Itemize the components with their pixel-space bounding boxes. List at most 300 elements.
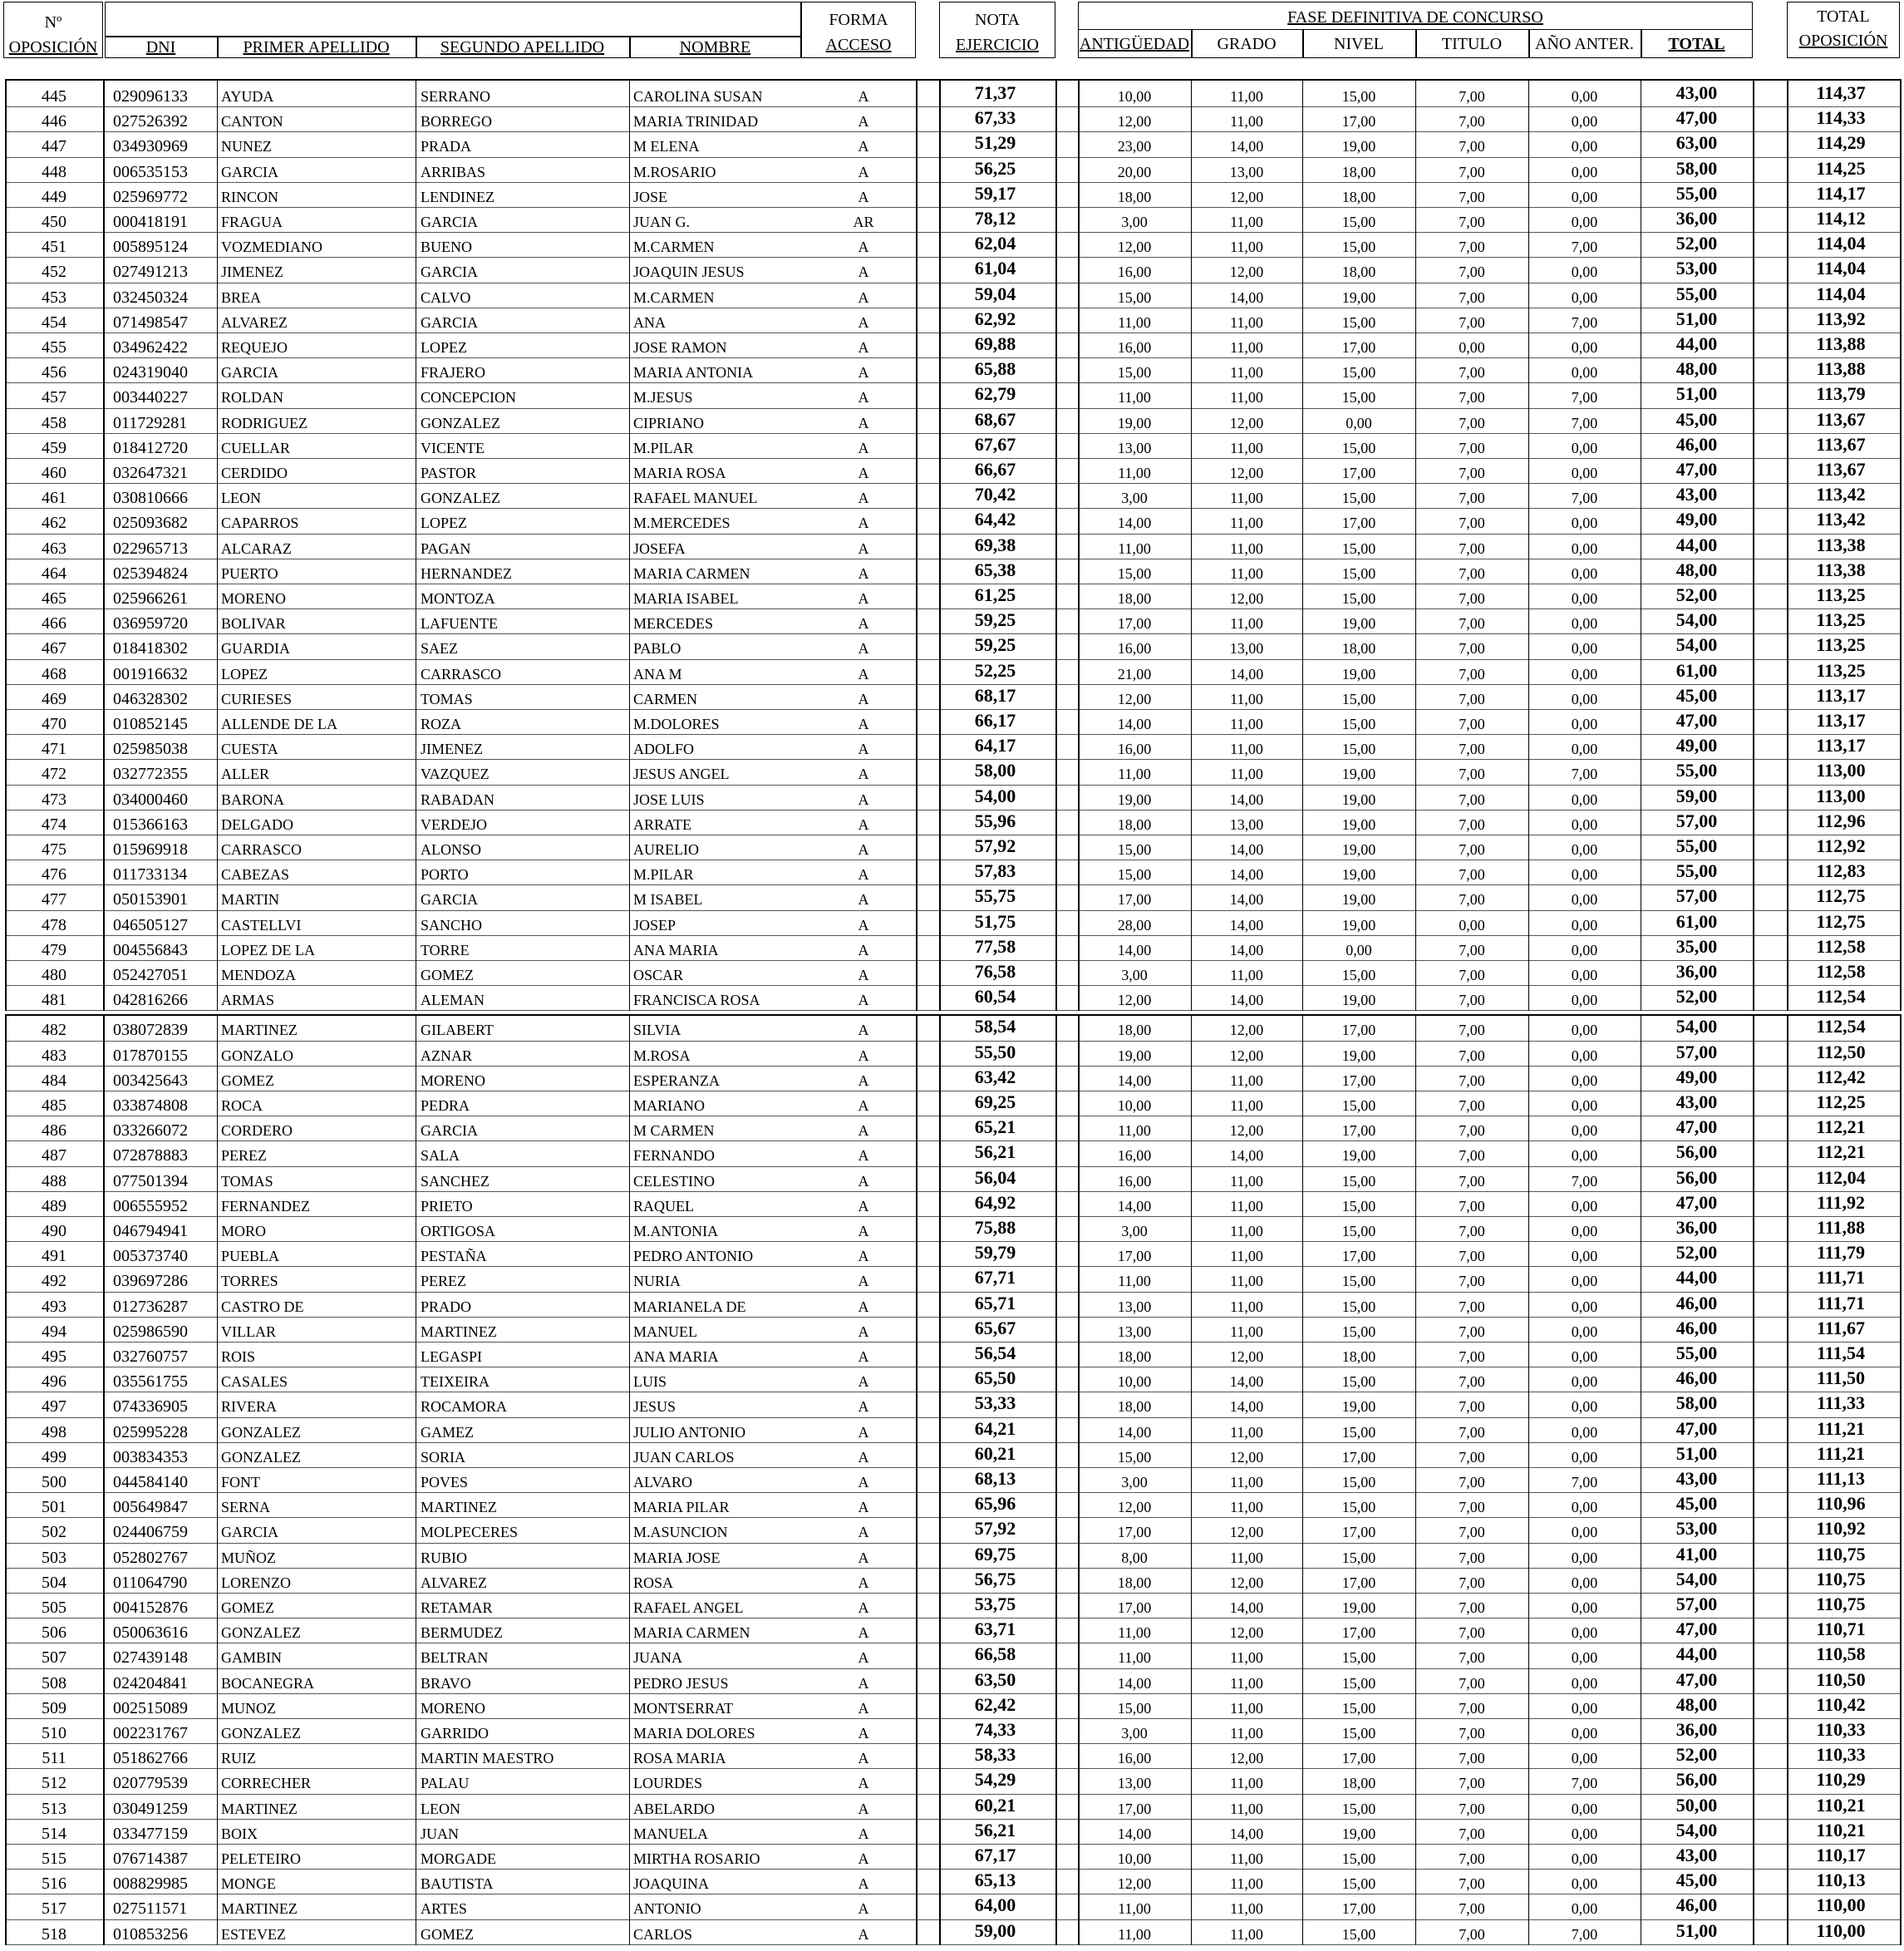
cell-num: 499 (42, 1447, 66, 1466)
table-row (0, 860, 1904, 885)
column-divider (629, 1014, 630, 1944)
cell-nota-ejercicio: 61,25 (974, 584, 1016, 605)
table-row (0, 1343, 1904, 1367)
cell-antiguedad: 15,00 (1117, 866, 1152, 884)
cell-forma-acceso: A (858, 1750, 869, 1767)
cell-nombre: M.JESUS (633, 389, 693, 406)
cell-primer-apellido: CANTON (221, 113, 283, 131)
cell-total-fase: 52,00 (1675, 1744, 1718, 1766)
cell-segundo-apellido: CONCEPCION (421, 389, 517, 406)
cell-antiguedad: 19,00 (1117, 414, 1152, 431)
cell-antiguedad: 13,00 (1117, 439, 1152, 456)
cell-segundo-apellido: LAFUENTE (421, 615, 498, 633)
cell-grado: 11,00 (1230, 1875, 1263, 1893)
cell-nivel: 15,00 (1341, 1423, 1376, 1441)
cell-nivel: 15,00 (1341, 490, 1376, 507)
cell-nombre: ADOLFO (633, 741, 695, 758)
cell-total-oposicion: 112,54 (1816, 1016, 1866, 1037)
table-row (0, 107, 1904, 132)
cell-nota-ejercicio: 58,54 (974, 1016, 1016, 1037)
cell-forma-acceso: A (858, 916, 869, 934)
cell-total-oposicion: 113,25 (1816, 584, 1866, 605)
cell-grado: 14,00 (1229, 841, 1264, 858)
cell-nivel: 15,00 (1341, 1549, 1376, 1566)
cell-antiguedad: 13,00 (1117, 1323, 1152, 1340)
cell-segundo-apellido: AZNAR (421, 1047, 472, 1064)
cell-num: 467 (42, 639, 66, 658)
cell-nota-ejercicio: 57,83 (974, 860, 1016, 882)
column-divider (939, 79, 941, 1011)
cell-primer-apellido: GONZALEZ (221, 1624, 301, 1642)
table-row (0, 258, 1904, 283)
table-row (0, 1618, 1904, 1643)
header-total-fase: TOTAL (1668, 35, 1725, 53)
cell-nota-ejercicio: 58,00 (974, 760, 1016, 781)
cell-grado: 14,00 (1229, 866, 1264, 884)
cell-grado: 11,00 (1230, 1273, 1263, 1290)
cell-total-oposicion: 112,75 (1816, 910, 1866, 932)
cell-titulo: 7,00 (1459, 364, 1485, 382)
cell-nombre: M.ASUNCION (633, 1524, 728, 1541)
cell-num: 482 (42, 1021, 66, 1040)
cell-forma-acceso: A (858, 1925, 869, 1943)
cell-primer-apellido: NUNEZ (221, 138, 272, 155)
cell-segundo-apellido: MORENO (421, 1699, 486, 1717)
cell-nombre: ANTONIO (633, 1900, 701, 1918)
cell-forma-acceso: A (858, 766, 869, 783)
cell-anio-anter: 0,00 (1571, 1624, 1598, 1642)
cell-total-fase: 43,00 (1675, 1091, 1718, 1112)
table-row (0, 986, 1904, 1011)
cell-dni: 025995228 (113, 1422, 188, 1441)
header-dni: DNI (145, 38, 176, 57)
cell-titulo: 7,00 (1459, 389, 1485, 406)
cell-nivel: 15,00 (1341, 88, 1376, 105)
table-row (0, 1518, 1904, 1543)
cell-anio-anter: 0,00 (1571, 1197, 1598, 1214)
cell-anio-anter: 0,00 (1571, 1323, 1598, 1340)
cell-dni: 025093682 (113, 514, 188, 533)
cell-forma-acceso: A (858, 1900, 869, 1918)
cell-titulo: 7,00 (1459, 1122, 1485, 1140)
table-row (0, 1795, 1904, 1820)
cell-total-oposicion: 114,25 (1816, 157, 1866, 179)
cell-nivel: 17,00 (1341, 465, 1376, 481)
column-divider (1900, 1014, 1902, 1944)
cell-grado: 11,00 (1230, 339, 1263, 356)
cell-nota-ejercicio: 60,21 (974, 1794, 1016, 1816)
cell-grado: 14,00 (1229, 916, 1264, 934)
cell-nota-ejercicio: 75,88 (974, 1217, 1016, 1238)
cell-total-fase: 53,00 (1675, 1518, 1718, 1540)
cell-total-oposicion: 114,04 (1816, 258, 1866, 279)
cell-nota-ejercicio: 53,33 (974, 1392, 1016, 1414)
cell-anio-anter: 0,00 (1571, 364, 1598, 382)
cell-anio-anter: 0,00 (1571, 1248, 1598, 1265)
cell-nivel: 19,00 (1341, 891, 1376, 909)
cell-antiguedad: 18,00 (1117, 1398, 1152, 1416)
cell-grado: 11,00 (1230, 1499, 1263, 1516)
cell-segundo-apellido: TORRE (421, 941, 470, 958)
cell-primer-apellido: CUESTA (221, 741, 278, 758)
cell-primer-apellido: MORO (221, 1223, 267, 1239)
cell-total-fase: 55,00 (1675, 182, 1718, 204)
column-divider (916, 1014, 918, 1944)
cell-forma-acceso: A (858, 891, 869, 909)
cell-nombre: ALVARO (633, 1474, 693, 1490)
cell-num: 504 (42, 1573, 66, 1592)
cell-titulo: 7,00 (1459, 313, 1485, 331)
cell-total-oposicion: 112,75 (1816, 885, 1866, 907)
cell-nivel: 15,00 (1341, 564, 1376, 582)
column-divider (5, 79, 7, 1011)
cell-total-oposicion: 113,92 (1816, 308, 1866, 329)
cell-num: 486 (42, 1121, 66, 1141)
cell-total-fase: 51,00 (1675, 1442, 1718, 1464)
cell-anio-anter: 0,00 (1571, 214, 1598, 230)
cell-nota-ejercicio: 67,33 (974, 107, 1016, 129)
cell-anio-anter: 0,00 (1571, 1750, 1598, 1767)
cell-nota-ejercicio: 65,96 (974, 1493, 1016, 1515)
cell-titulo: 7,00 (1459, 1900, 1485, 1918)
cell-dni: 039697286 (113, 1272, 188, 1291)
cell-anio-anter: 0,00 (1571, 163, 1598, 180)
cell-forma-acceso: A (858, 1574, 869, 1591)
cell-primer-apellido: MARTINEZ (221, 1022, 298, 1039)
cell-primer-apellido: GONZALEZ (221, 1448, 301, 1466)
cell-titulo: 7,00 (1459, 88, 1485, 105)
cell-primer-apellido: GOMEZ (221, 1072, 274, 1089)
cell-forma-acceso: A (858, 1223, 869, 1239)
cell-forma-acceso: A (858, 1398, 869, 1416)
cell-nombre: ESPERANZA (633, 1072, 721, 1089)
cell-total-oposicion: 113,00 (1816, 760, 1866, 781)
cell-grado: 11,00 (1230, 214, 1263, 230)
cell-total-oposicion: 110,21 (1816, 1819, 1866, 1840)
cell-total-fase: 46,00 (1675, 1292, 1718, 1313)
cell-grado: 11,00 (1230, 439, 1263, 456)
cell-total-fase: 47,00 (1675, 459, 1718, 480)
cell-segundo-apellido: ALEMAN (421, 992, 485, 1009)
cell-grado: 12,00 (1229, 414, 1264, 431)
cell-nota-ejercicio: 63,50 (974, 1668, 1016, 1690)
table-row (0, 409, 1904, 434)
cell-grado: 11,00 (1230, 1900, 1263, 1918)
cell-nivel: 19,00 (1341, 288, 1376, 306)
table-row (0, 1042, 1904, 1067)
cell-nombre: ANA (633, 313, 666, 331)
cell-nota-ejercicio: 64,42 (974, 509, 1016, 530)
cell-nombre: M.PILAR (633, 866, 694, 884)
cell-titulo: 7,00 (1459, 1524, 1485, 1541)
cell-primer-apellido: VILLAR (221, 1323, 276, 1340)
cell-total-fase: 48,00 (1675, 358, 1718, 380)
cell-forma-acceso: A (858, 1248, 869, 1265)
cell-nota-ejercicio: 64,17 (974, 735, 1016, 756)
cell-dni: 027491213 (113, 263, 188, 282)
cell-total-fase: 56,00 (1675, 1769, 1718, 1791)
cell-segundo-apellido: ROZA (421, 716, 461, 732)
cell-titulo: 7,00 (1459, 891, 1485, 909)
cell-total-fase: 46,00 (1675, 1894, 1718, 1916)
cell-total-oposicion: 110,71 (1816, 1618, 1866, 1640)
cell-total-oposicion: 112,92 (1816, 835, 1866, 856)
cell-nota-ejercicio: 70,42 (974, 484, 1016, 505)
cell-titulo: 7,00 (1459, 288, 1485, 306)
cell-antiguedad: 18,00 (1117, 590, 1152, 607)
cell-segundo-apellido: LOPEZ (421, 339, 467, 356)
cell-segundo-apellido: PRADA (421, 138, 472, 155)
cell-segundo-apellido: GARCIA (421, 214, 479, 230)
cell-anio-anter: 0,00 (1571, 564, 1598, 582)
cell-dni: 006535153 (113, 162, 188, 181)
cell-total-fase: 54,00 (1675, 1016, 1718, 1037)
header-nivel: NIVEL (1334, 35, 1384, 53)
cell-total-fase: 63,00 (1675, 132, 1718, 154)
header-forma-bottom: ACCESO (825, 36, 892, 54)
cell-antiguedad: 18,00 (1117, 815, 1152, 833)
cell-primer-apellido: MARTINEZ (221, 1800, 298, 1817)
cell-grado: 12,00 (1229, 465, 1264, 481)
cell-grado: 11,00 (1230, 1725, 1263, 1742)
cell-primer-apellido: GAMBIN (221, 1649, 283, 1667)
cell-total-oposicion: 112,54 (1816, 986, 1866, 1008)
cell-total-fase: 46,00 (1675, 1317, 1718, 1338)
cell-dni: 071498547 (113, 313, 188, 332)
cell-nombre: MERCEDES (633, 615, 714, 633)
cell-dni: 004152876 (113, 1599, 188, 1617)
cell-forma-acceso: A (858, 841, 869, 858)
cell-nombre: MARIA ANTONIA (633, 364, 754, 382)
cell-anio-anter: 0,00 (1571, 339, 1598, 356)
cell-titulo: 7,00 (1459, 690, 1485, 707)
cell-segundo-apellido: GARCIA (421, 264, 479, 281)
cell-anio-anter: 7,00 (1571, 766, 1598, 783)
cell-total-fase: 35,00 (1675, 935, 1718, 957)
cell-primer-apellido: GOMEZ (221, 1599, 274, 1616)
cell-nombre: JUAN CARLOS (633, 1448, 735, 1466)
cell-nota-ejercicio: 67,17 (974, 1845, 1016, 1865)
cell-nivel: 0,00 (1346, 414, 1372, 431)
cell-total-oposicion: 112,04 (1816, 1166, 1866, 1188)
cell-anio-anter: 0,00 (1571, 891, 1598, 909)
cell-titulo: 0,00 (1459, 339, 1485, 356)
cell-antiguedad: 12,00 (1117, 690, 1152, 707)
cell-antiguedad: 12,00 (1117, 1499, 1152, 1516)
table-row (0, 936, 1904, 961)
header-forma-top: FORMA (829, 11, 888, 29)
cell-dni: 018412720 (113, 438, 188, 457)
table-row (0, 1217, 1904, 1242)
cell-dni: 077501394 (113, 1171, 188, 1190)
cell-nota-ejercicio: 62,42 (974, 1693, 1016, 1715)
cell-forma-acceso: A (858, 1725, 869, 1742)
cell-nota-ejercicio: 77,58 (974, 935, 1016, 957)
cell-num: 505 (42, 1599, 66, 1617)
cell-forma-acceso: A (858, 640, 869, 658)
cell-dni: 025966261 (113, 589, 188, 608)
cell-antiguedad: 11,00 (1118, 1122, 1151, 1140)
cell-antiguedad: 15,00 (1117, 564, 1152, 582)
table-row (0, 1392, 1904, 1417)
cell-grado: 14,00 (1229, 891, 1264, 909)
cell-titulo: 7,00 (1459, 564, 1485, 582)
cell-titulo: 7,00 (1459, 1248, 1485, 1265)
cell-forma-acceso: A (858, 1825, 869, 1842)
cell-titulo: 7,00 (1459, 138, 1485, 155)
cell-nota-ejercicio: 62,79 (974, 383, 1016, 405)
cell-nota-ejercicio: 51,29 (974, 132, 1016, 154)
cell-num: 449 (42, 187, 66, 206)
cell-dni: 025394824 (113, 564, 188, 583)
cell-nivel: 17,00 (1341, 1448, 1376, 1466)
table-row (0, 308, 1904, 333)
cell-titulo: 7,00 (1459, 188, 1485, 205)
cell-anio-anter: 0,00 (1571, 1097, 1598, 1114)
column-divider (1302, 79, 1303, 1011)
cell-nombre: MARIA ROSA (633, 465, 726, 481)
table-row (0, 1367, 1904, 1392)
cell-anio-anter: 0,00 (1571, 1524, 1598, 1541)
table-row (0, 1569, 1904, 1594)
cell-total-oposicion: 110,29 (1816, 1769, 1866, 1791)
table-row (0, 132, 1904, 157)
cell-grado: 11,00 (1230, 1850, 1263, 1867)
cell-primer-apellido: CUELLAR (221, 439, 290, 456)
cell-nombre: MARIA CARMEN (633, 564, 750, 582)
header-primer-apellido: PRIMER APELLIDO (243, 38, 390, 57)
cell-anio-anter: 7,00 (1571, 313, 1598, 331)
cell-titulo: 7,00 (1459, 1599, 1485, 1616)
cell-nombre: CARMEN (633, 690, 698, 707)
cell-nota-ejercicio: 65,88 (974, 358, 1016, 380)
cell-forma-acceso: A (858, 239, 869, 256)
cell-forma-acceso: A (858, 1147, 869, 1165)
cell-antiguedad: 17,00 (1117, 1248, 1152, 1265)
cell-total-oposicion: 110,75 (1816, 1568, 1866, 1589)
cell-dni: 010852145 (113, 715, 188, 733)
cell-total-oposicion: 113,42 (1816, 509, 1866, 530)
cell-total-oposicion: 113,25 (1816, 634, 1866, 656)
cell-nota-ejercicio: 60,21 (974, 1442, 1016, 1464)
cell-forma-acceso: A (858, 1197, 869, 1214)
cell-primer-apellido: CASTELLVI (221, 916, 302, 934)
cell-primer-apellido: MUNOZ (221, 1699, 276, 1717)
cell-antiguedad: 20,00 (1117, 163, 1152, 180)
cell-num: 484 (42, 1071, 66, 1090)
cell-total-oposicion: 113,25 (1816, 609, 1866, 631)
table-row (0, 1820, 1904, 1845)
cell-primer-apellido: GARCIA (221, 364, 279, 382)
cell-segundo-apellido: VERDEJO (421, 815, 487, 833)
cell-anio-anter: 0,00 (1571, 1047, 1598, 1064)
cell-primer-apellido: RINCON (221, 188, 279, 205)
cell-titulo: 7,00 (1459, 113, 1485, 131)
cell-segundo-apellido: SALA (421, 1147, 460, 1165)
cell-total-fase: 47,00 (1675, 1618, 1718, 1640)
cell-nivel: 15,00 (1341, 1649, 1376, 1667)
cell-antiguedad: 19,00 (1117, 1047, 1152, 1064)
cell-total-oposicion: 112,21 (1816, 1116, 1866, 1138)
cell-grado: 14,00 (1229, 138, 1264, 155)
cell-primer-apellido: ROLDAN (221, 389, 283, 406)
cell-titulo: 7,00 (1459, 239, 1485, 256)
cell-primer-apellido: LORENZO (221, 1574, 291, 1591)
cell-segundo-apellido: PEREZ (421, 1273, 467, 1290)
cell-titulo: 7,00 (1459, 1850, 1485, 1867)
cell-segundo-apellido: GARCIA (421, 313, 479, 331)
column-divider (629, 79, 630, 1011)
cell-titulo: 7,00 (1459, 1775, 1485, 1792)
cell-nota-ejercicio: 52,25 (974, 659, 1016, 681)
cell-total-fase: 55,00 (1675, 1343, 1718, 1363)
cell-grado: 13,00 (1229, 640, 1264, 658)
cell-nota-ejercicio: 54,00 (974, 785, 1016, 806)
cell-nombre: RAQUEL (633, 1197, 694, 1214)
cell-nivel: 19,00 (1341, 615, 1376, 633)
cell-total-fase: 45,00 (1675, 1493, 1718, 1515)
cell-segundo-apellido: TOMAS (421, 690, 473, 707)
cell-primer-apellido: RUIZ (221, 1750, 256, 1767)
table-row (0, 786, 1904, 810)
cell-num: 509 (42, 1698, 66, 1717)
cell-dni: 010853256 (113, 1924, 188, 1944)
header-titulo: TITULO (1441, 35, 1503, 53)
cell-nivel: 15,00 (1341, 1674, 1376, 1692)
cell-total-fase: 56,00 (1675, 1141, 1718, 1163)
cell-segundo-apellido: ARRIBAS (421, 163, 486, 180)
cell-dni: 035561755 (113, 1372, 188, 1392)
cell-forma-acceso: A (858, 1273, 869, 1290)
cell-dni: 036959720 (113, 614, 188, 633)
cell-anio-anter: 0,00 (1571, 1147, 1598, 1165)
cell-total-oposicion: 112,21 (1816, 1141, 1866, 1163)
table-row (0, 333, 1904, 358)
cell-total-oposicion: 111,71 (1816, 1267, 1866, 1288)
cell-nivel: 19,00 (1341, 815, 1376, 833)
cell-nombre: JESUS ANGEL (633, 766, 730, 783)
cell-total-oposicion: 110,33 (1816, 1744, 1866, 1766)
cell-num: 517 (42, 1899, 66, 1919)
cell-total-fase: 54,00 (1675, 609, 1718, 631)
cell-anio-anter: 0,00 (1571, 791, 1598, 808)
cell-titulo: 7,00 (1459, 1348, 1485, 1365)
cell-primer-apellido: CORRECHER (221, 1775, 312, 1792)
cell-anio-anter: 0,00 (1571, 1674, 1598, 1692)
column-divider (217, 79, 218, 1011)
cell-primer-apellido: ARMAS (221, 992, 275, 1009)
cell-nivel: 15,00 (1341, 1373, 1376, 1391)
cell-dni: 034930969 (113, 137, 188, 156)
cell-nota-ejercicio: 69,88 (974, 333, 1016, 354)
cell-anio-anter: 0,00 (1571, 665, 1598, 682)
cell-grado: 11,00 (1230, 1323, 1263, 1340)
cell-total-oposicion: 114,12 (1816, 208, 1866, 229)
cell-nivel: 15,00 (1341, 716, 1376, 732)
cell-grado: 11,00 (1230, 1649, 1263, 1667)
cell-forma-acceso: A (858, 1323, 869, 1340)
cell-segundo-apellido: MORGADE (421, 1850, 497, 1867)
cell-segundo-apellido: SERRANO (421, 88, 491, 105)
cell-segundo-apellido: LOPEZ (421, 515, 467, 532)
cell-anio-anter: 0,00 (1571, 1423, 1598, 1441)
cell-total-fase: 36,00 (1675, 961, 1718, 982)
cell-forma-acceso: A (858, 1373, 869, 1391)
cell-antiguedad: 12,00 (1117, 239, 1152, 256)
cell-segundo-apellido: BORREGO (421, 113, 493, 131)
cell-primer-apellido: JIMENEZ (221, 264, 283, 281)
cell-segundo-apellido: CALVO (421, 288, 471, 306)
